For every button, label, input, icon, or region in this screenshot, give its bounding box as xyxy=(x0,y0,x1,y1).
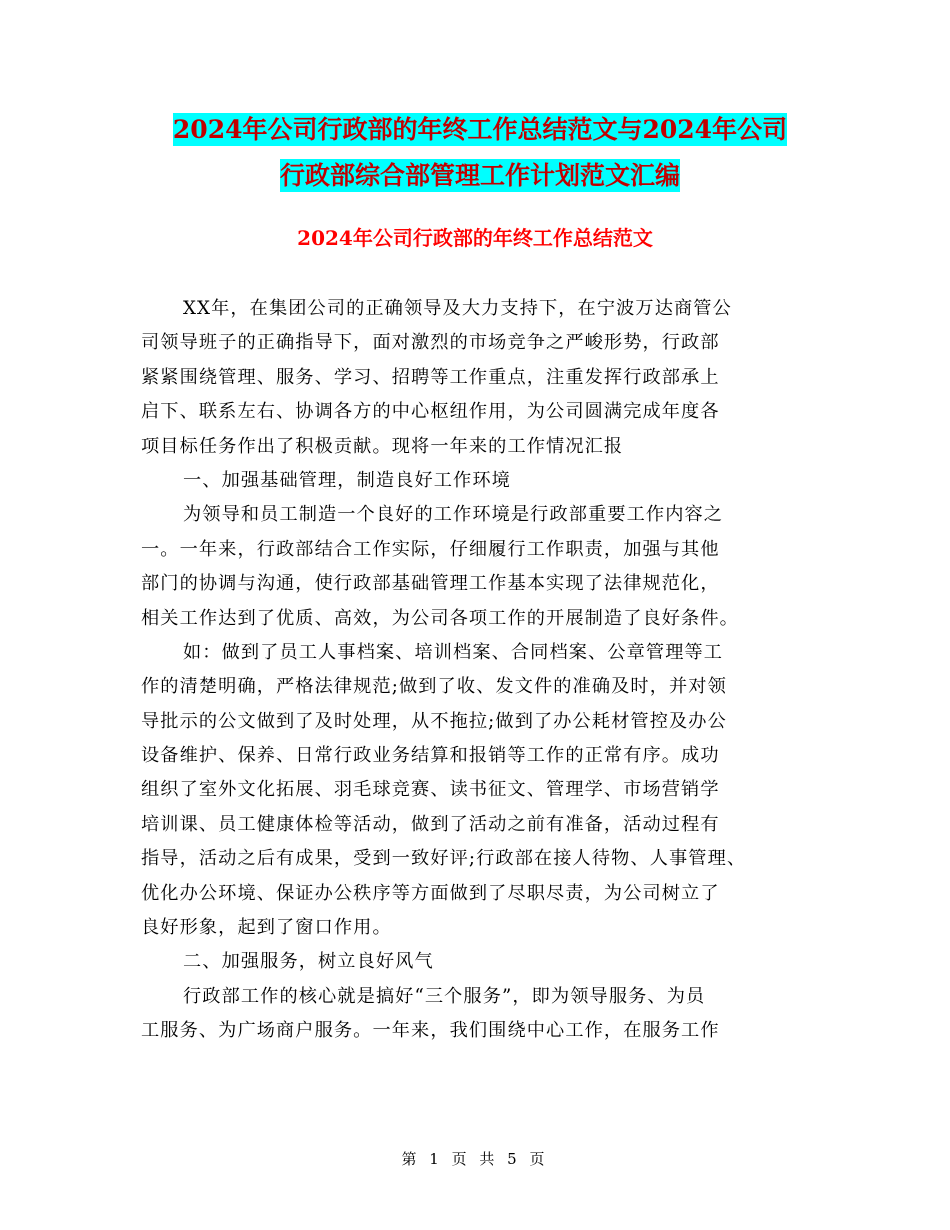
paragraph-line: 一。一年来，行政部结合工作实际，仔细履行工作职责，加强与其他 xyxy=(141,538,720,560)
paragraph-line: 设备维护、保养、日常行政业务结算和报销等工作的正常有序。成功 xyxy=(141,745,720,767)
paragraph-line: 司领导班子的正确指导下，面对激烈的市场竞争之严峻形势，行政部 xyxy=(141,332,720,354)
paragraph-line: 组织了室外文化拓展、羽毛球竞赛、读书征文、管理学、市场营销学 xyxy=(141,779,720,801)
title-highlight-2: 行政部综合部管理工作计划范文汇编 xyxy=(279,161,680,190)
paragraph-line: 项目标任务作出了积极贡献。现将一年来的工作情况汇报 xyxy=(141,435,624,457)
paragraph-line: 如：做到了员工人事档案、培训档案、合同档案、公章管理等工 xyxy=(183,641,724,663)
paragraph-line: 行政部工作的核心就是搞好“三个服务”，即为领导服务、为员 xyxy=(183,985,706,1007)
paragraph-line: 紧紧围绕管理、服务、学习、招聘等工作重点，注重发挥行政部承上 xyxy=(141,366,720,388)
paragraph-line: 启下、联系左右、协调各方的中心枢纽作用，为公司圆满完成年度各 xyxy=(141,401,720,423)
paragraph-line: 相关工作达到了优质、高效，为公司各项工作的开展制造了良好条件。 xyxy=(141,607,739,629)
paragraph-line: 作的清楚明确，严格法律规范;做到了收、发文件的准确及时，并对领 xyxy=(141,676,727,698)
section-heading-2: 二、加强服务，树立良好风气 xyxy=(183,951,434,973)
page-footer: 第 1 页 共 5 页 xyxy=(401,1150,549,1168)
paragraph-line: 导批示的公文做到了及时处理，从不拖拉;做到了办公耗材管控及办公 xyxy=(141,710,727,732)
paragraph-line: 指导，活动之后有成果，受到一致好评;行政部在接人待物、人事管理、 xyxy=(141,848,747,870)
paragraph-line: 良好形象，起到了窗口作用。 xyxy=(141,917,392,939)
paragraph-line: 为领导和员工制造一个良好的工作环境是行政部重要工作内容之 xyxy=(183,504,724,526)
paragraph-line: 部门的协调与沟通，使行政部基础管理工作基本实现了法律规范化， xyxy=(141,573,720,595)
section-heading-1: 一、加强基础管理，制造良好工作环境 xyxy=(183,469,511,491)
title-highlight-1: 2024年公司行政部的年终工作总结范文与2024年公司 xyxy=(172,115,788,144)
document-title-line-2 xyxy=(140,152,820,200)
section-title: 2024年公司行政部的年终工作总结范文 xyxy=(297,226,653,250)
document-body xyxy=(141,292,811,1049)
paragraph-line: XX年，在集团公司的正确领导及大力支持下，在宁波万达商管公 xyxy=(183,298,732,319)
paragraph-line: 培训课、员工健康体检等活动，做到了活动之前有准备，活动过程有 xyxy=(141,813,720,835)
paragraph-line: 优化办公环境、保证办公秩序等方面做到了尽职尽责，为公司树立了 xyxy=(141,882,720,904)
document-title-line-1 xyxy=(140,106,820,154)
paragraph-line: 工服务、为广场商户服务。一年来，我们围绕中心工作，在服务工作 xyxy=(141,1020,720,1042)
